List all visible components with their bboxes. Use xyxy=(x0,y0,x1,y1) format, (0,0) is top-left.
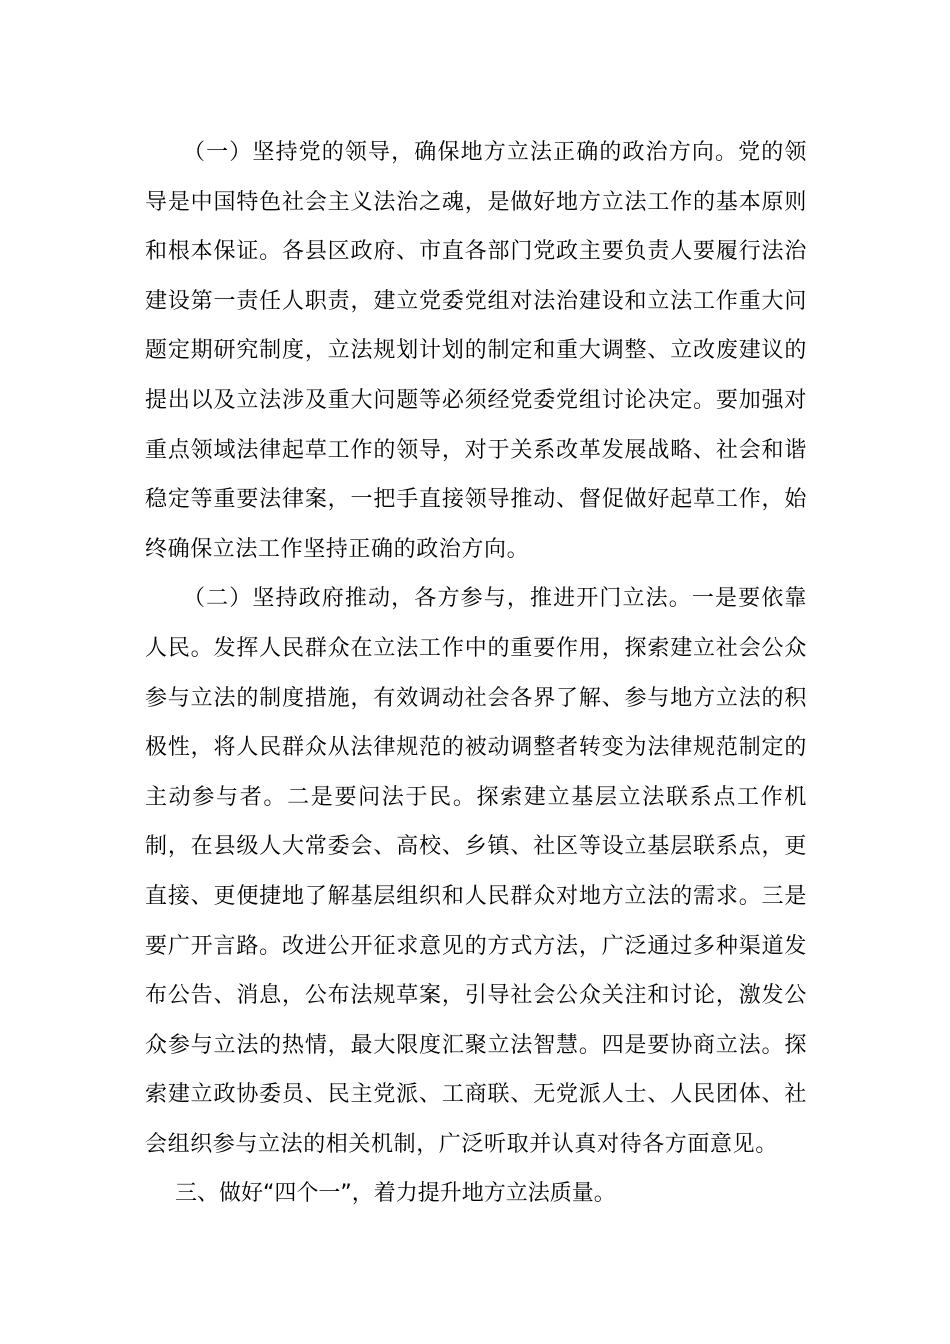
paragraph-open-legislation: （二）坚持政府推动，各方参与，推进开门立法。一是要依靠人民。发挥人民群众在立法工作中的重要作用，探索建立社会公众参与立法的制度措施，有效调动社会各界了解、参与地方立法的积极性，将人民群众从法律规范的被动调整者转变为法律规范制定的主动参与者。二是要问法于民。探索建立基层立法联系点工作机制，在县级人大常委会、高校、乡镇、社区等设立基层联系点，更直接、更便捷地了解基层组织和人民群众对地方立法的需求。三是要广开言路。改进公开征求意见的方式方法，广泛通过多种渠道发布公告、消息，公布法规草案，引导社会公众关注和讨论，激发公众参与立法的热情，最大限度汇聚立法智慧。四是要协商立法。探索建立政协委员、民主党派、工商联、无党派人士、人民团体、社会组织参与立法的相关机制，广泛听取并认真对待各方面意见。 xyxy=(145,586,807,1157)
paragraph-party-leadership: （一）坚持党的领导，确保地方立法正确的政治方向。党的领导是中国特色社会主义法治之魂，是做好地方立法工作的基本原则和根本保证。各县区政府、市直各部门党政主要负责人要履行法治建设第一责任人职责，建立党委党组对法治建设和立法工作重大问题定期研究制度，立法规划计划的制定和重大调整、立改废建议的提出以及立法涉及重大问题等必须经党委党组讨论决定。要加强对重点领域法律起草工作的领导，对于关系改革发展战略、社会和谐稳定等重要法律案，一把手直接领导推动、督促做好起草工作，始终确保立法工作坚持正确的政治方向。 xyxy=(145,140,807,562)
document-body xyxy=(145,128,807,1219)
section-heading: 三、做好“四个一”，着力提升地方立法质量。 xyxy=(175,1181,616,1207)
